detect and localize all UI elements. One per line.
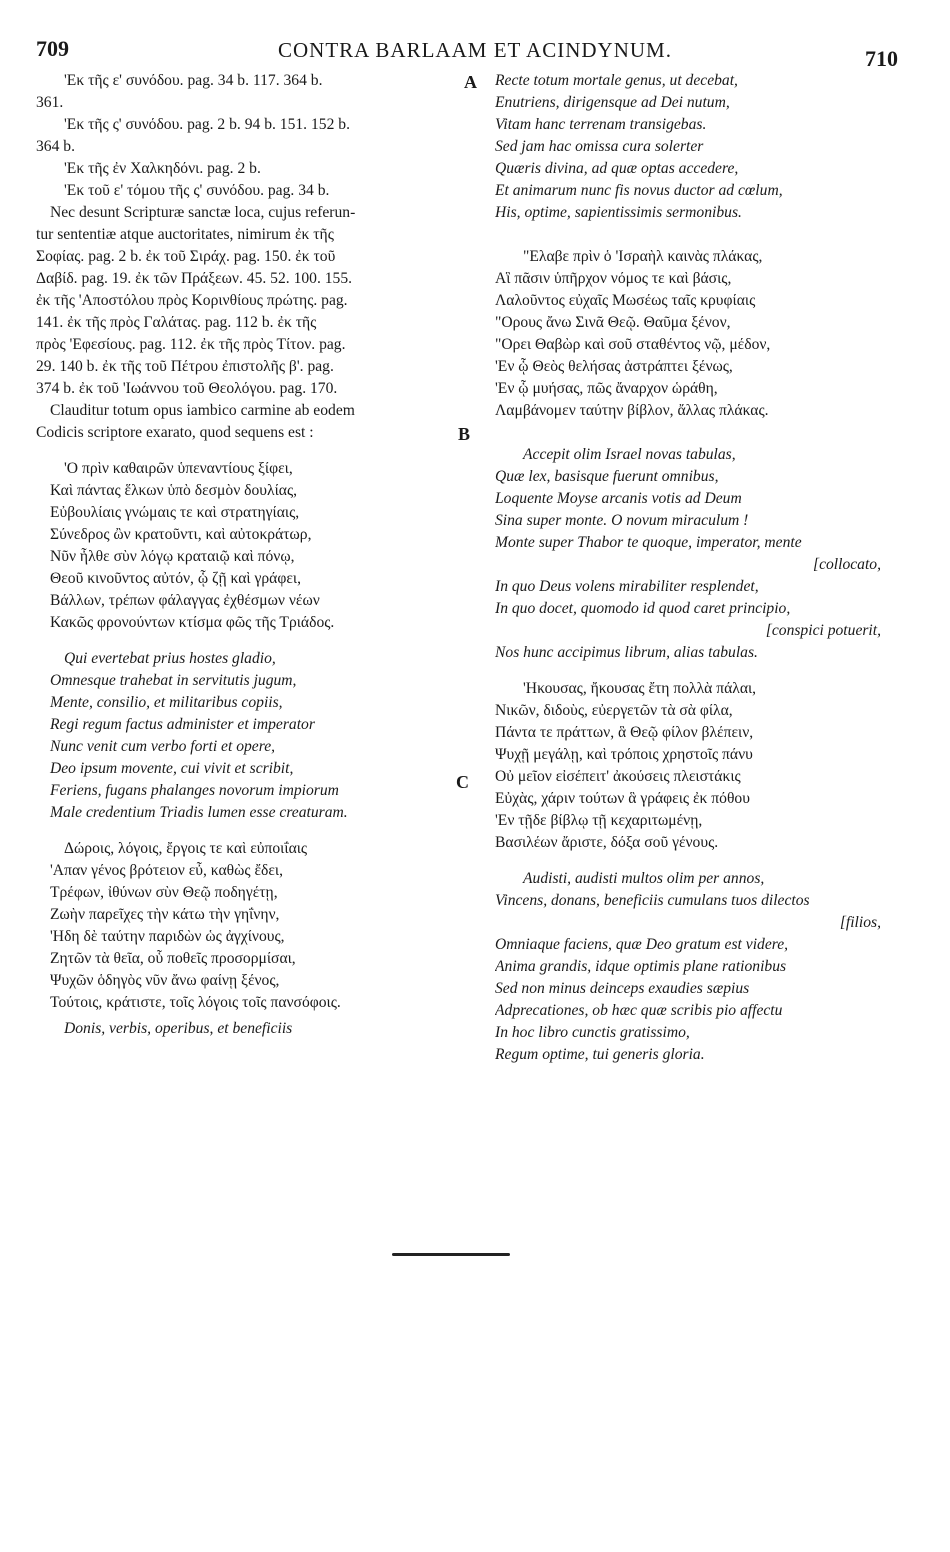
margin-letter-b: B xyxy=(458,424,471,444)
verse-line: "Ορους ἄνω Σινᾶ Θεῷ. Θαῦμα ξένον, xyxy=(495,314,731,331)
verse-line: Anima grandis, idque optimis plane rationibus xyxy=(495,958,787,975)
reference-line: 'Εκ τοῦ ε' τόμου τῆς ς' συνόδου. pag. 34 b. xyxy=(64,182,330,199)
verse-line: Male credentium Triadis lumen esse creaturam. xyxy=(50,804,348,821)
latin-verse-block xyxy=(495,444,885,664)
running-title: CONTRA BARLAAM ET ACINDYNUM. xyxy=(278,38,672,62)
verse-line: Θεοῦ κινοῦντος αὐτόν, ᾧ ζῇ καὶ γράφει, xyxy=(50,570,301,587)
verse-line: 'Εν ᾧ Θεὸς θελήσας ἀστράπτει ξένως, xyxy=(495,358,733,375)
verse-line: In quo docet, quomodo id quod caret principio, xyxy=(495,600,791,617)
verse-line: [filios, xyxy=(839,914,881,931)
left-column xyxy=(36,70,461,1040)
verse-line: Omnesque trahebat in servitutis jugum, xyxy=(50,672,297,689)
verse-line: Νῦν ἦλθε σὺν λόγῳ κραταιῷ καὶ πόνῳ, xyxy=(50,548,295,565)
verse-line: Οὐ μεῖον εἰσέπειτ' ἀκούσεις πλειστάκις xyxy=(495,768,741,785)
verse-line: [collocato, xyxy=(813,556,881,573)
reference-line: 361. xyxy=(36,94,64,111)
greek-verse-block xyxy=(495,246,885,422)
text-line: 141. ἐκ τῆς πρὸς Γαλάτας. pag. 112 b. ἐκ τῆς xyxy=(36,314,317,331)
page-number-right: 710 xyxy=(865,46,898,71)
margin-letter-a: A xyxy=(464,72,477,92)
verse-line: Sed non minus deinceps exaudies sæpius xyxy=(495,980,750,997)
page-header xyxy=(0,32,950,71)
verse-line: "Ορει Θαβὼρ καὶ σοῦ σταθέντος νῷ, μέδον, xyxy=(495,336,771,353)
verse-line: Recte totum mortale genus, ut decebat, xyxy=(495,72,738,89)
verse-line: In quo Deus volens mirabiliter resplendet, xyxy=(495,578,759,595)
verse-line: Δώροις, λόγοις, ἔργοις τε καὶ εὐποιΐαις xyxy=(64,840,308,857)
verse-line: [conspici potuerit, xyxy=(765,622,881,639)
verse-line: Ψυχῶν ὁδηγὸς νῦν ἄνω φαίνῃ ξένος, xyxy=(50,972,280,989)
verse-line: Ψυχῇ μεγάλῃ, καὶ τρόποις χρηστοῖς πάνυ xyxy=(495,746,753,763)
verse-line: Εὐχὰς, χάριν τούτων ἃ γράφεις ἐκ πόθου xyxy=(495,790,750,807)
reference-line: 'Εκ τῆς ε' συνόδου. pag. 34 b. 117. 364 b. xyxy=(64,72,323,89)
text-line: πρὸς 'Εφεσίους. pag. 112. ἐκ τῆς πρὸς Τίτον. pag. xyxy=(36,336,346,353)
reference-line: 'Εκ τῆς ἐν Χαλκηδόνι. pag. 2 b. xyxy=(64,160,261,177)
verse-line: Ζωὴν παρεῖχες τὴν κάτω τὴν γηΐνην, xyxy=(50,906,280,923)
verse-line: Mente, consilio, et militaribus copiis, xyxy=(50,694,283,711)
verse-line: Sina super monte. O novum miraculum ! xyxy=(495,512,749,529)
text-line: 374 b. ἐκ τοῦ 'Ιωάννου τοῦ Θεολόγου. pag. 170. xyxy=(36,380,338,397)
verse-line: His, optime, sapientissimis sermonibus. xyxy=(495,204,742,221)
reference-line: 'Εκ τῆς ς' συνόδου. pag. 2 b. 94 b. 151. 152 b. xyxy=(64,116,350,133)
verse-line: Regi regum factus administer et imperator xyxy=(50,716,315,733)
reference-list xyxy=(36,70,461,202)
verse-line: Σύνεδρος ὢν κρατοῦντι, καὶ αὐτοκράτωρ, xyxy=(50,526,312,543)
verse-line: Βάλλων, τρέπων φάλαγγας ἐχθέσμων νέων xyxy=(50,592,320,609)
verse-line: Quæ lex, basisque fuerunt omnibus, xyxy=(495,468,719,485)
verse-line: Vitam hanc terrenam transigebas. xyxy=(495,116,707,133)
verse-line: Donis, verbis, operibus, et beneficiis xyxy=(64,1020,293,1037)
greek-verse-block xyxy=(36,838,461,1014)
verse-line: Vincens, donans, beneficiis cumulans tuos dilectos xyxy=(495,892,810,909)
verse-line: Audisti, audisti multos olim per annos, xyxy=(523,870,765,887)
verse-line: Enutriens, dirigensque ad Dei nutum, xyxy=(495,94,730,111)
greek-verse-block xyxy=(36,458,461,634)
verse-line: Omniaque faciens, quæ Deo gratum est videre, xyxy=(495,936,789,953)
greek-verse-block xyxy=(495,678,885,854)
verse-line: 'Απαν γένος βρότειον εὖ, καθὼς ἔδει, xyxy=(50,862,283,879)
verse-line: Πάντα τε πράττων, ἃ Θεῷ φίλον βλέπειν, xyxy=(495,724,754,741)
verse-line: Nos hunc accipimus librum, alias tabulas. xyxy=(495,644,758,661)
verse-line: Deo ipsum movente, cui vivit et scribit, xyxy=(50,760,294,777)
right-column xyxy=(495,70,885,1066)
verse-line: In hoc libro cunctis gratissimo, xyxy=(495,1024,690,1041)
verse-line: Εὐβουλίαις γνώμαις τε καὶ στρατηγίαις, xyxy=(50,504,300,521)
verse-line: 'Ο πρὶν καθαιρῶν ὑπεναντίους ξίφει, xyxy=(64,460,293,477)
reference-line: 364 b. xyxy=(36,138,75,155)
verse-line: 'Ηκουσας, ἤκουσας ἔτη πολλὰ πάλαι, xyxy=(523,680,757,697)
verse-line: Et animarum nunc fis novus ductor ad cœlum, xyxy=(495,182,783,199)
verse-line: "Ελαβε πρὶν ὁ 'Ισραὴλ καινὰς πλάκας, xyxy=(523,248,763,265)
verse-line: Λαμβάνομεν ταύτην βίβλον, ἄλλας πλάκας. xyxy=(495,402,769,419)
verse-line: Monte super Thabor te quoque, imperator, mente xyxy=(495,534,802,551)
verse-line: Βασιλέων ἄριστε, δόξα σοῦ γένους. xyxy=(495,834,719,851)
text-line: tur sententiæ atque auctoritates, nimirum ἐκ τῆς xyxy=(36,226,334,243)
verse-line: Κακῶς φρονούντων κτίσμα φῶς τῆς Τριάδος. xyxy=(50,614,335,631)
verse-line: Qui evertebat prius hostes gladio, xyxy=(64,650,276,667)
text-line: Nec desunt Scripturæ sanctæ loca, cujus referun- xyxy=(50,204,356,221)
verse-line: Adprecationes, ob hæc quæ scribis pio affectu xyxy=(495,1002,783,1019)
text-line: ἐκ τῆς 'Αποστόλου πρὸς Κορινθίους πρώτης. pag. xyxy=(36,292,348,309)
latin-verse-block xyxy=(36,648,461,824)
verse-line: Τρέφων, ἰθύνων σὺν Θεῷ ποδηγέτῃ, xyxy=(50,884,278,901)
verse-line: 'Ηδη δὲ ταύτην παριδὼν ὡς ἀγχίνους, xyxy=(50,928,285,945)
text-line: Codicis scriptore exarato, quod sequens est : xyxy=(36,424,314,441)
verse-line: Regum optime, tui generis gloria. xyxy=(495,1046,705,1063)
text-line: Δαβίδ. pag. 19. ἐκ τῶν Πράξεων. 45. 52. 100. 155. xyxy=(36,270,353,287)
text-line: Clauditur totum opus iambico carmine ab eodem xyxy=(50,402,355,419)
verse-line: Accepit olim Israel novas tabulas, xyxy=(523,446,736,463)
scripture-paragraph xyxy=(36,202,461,400)
end-rule xyxy=(392,1253,510,1256)
verse-line: Loquente Moyse arcanis votis ad Deum xyxy=(495,490,742,507)
verse-line: Ζητῶν τὰ θεῖα, οὗ ποθεῖς προσορμίσαι, xyxy=(50,950,296,967)
verse-line: Nunc venit cum verbo forti et opere, xyxy=(50,738,276,755)
page-number-left: 709 xyxy=(36,36,69,61)
verse-line: Καὶ πάντας ἕλκων ὑπὸ δεσμὸν δουλίας, xyxy=(50,482,298,499)
latin-verse-block xyxy=(495,70,885,224)
verse-line: 'Εν ᾧ μυήσας, πῶς ἄναρχον ὡράθη, xyxy=(495,380,718,397)
verse-line: Νικῶν, διδοὺς, εὐεργετῶν τὰ σὰ φίλα, xyxy=(495,702,733,719)
verse-line: Τούτοις, κράτιστε, τοῖς λόγοις τοῖς πανσόφοις. xyxy=(50,994,341,1011)
verse-line: Αἳ πᾶσιν ὑπῆρχον νόμος τε καὶ βάσις, xyxy=(495,270,732,287)
verse-line: Feriens, fugans phalanges novorum impiorum xyxy=(50,782,339,799)
margin-letter-c: C xyxy=(456,772,469,792)
text-line: Σοφίας. pag. 2 b. ἐκ τοῦ Σιράχ. pag. 150. ἐκ τοῦ xyxy=(36,248,336,265)
latin-verse-block xyxy=(495,868,885,1066)
verse-line: Sed jam hac omissa cura solerter xyxy=(495,138,704,155)
verse-line: Λαλοῦντος εὐχαῖς Μωσέως ταῖς κρυφίαις xyxy=(495,292,756,309)
text-line: 29. 140 b. ἐκ τῆς τοῦ Πέτρου ἐπιστολῆς β'. pag. xyxy=(36,358,334,375)
verse-line: 'Εν τῇδε βίβλῳ τῇ κεχαριτωμένῃ, xyxy=(495,812,703,829)
verse-line: Quæris divina, ad quæ optas accedere, xyxy=(495,160,739,177)
colophon-paragraph xyxy=(36,400,461,444)
